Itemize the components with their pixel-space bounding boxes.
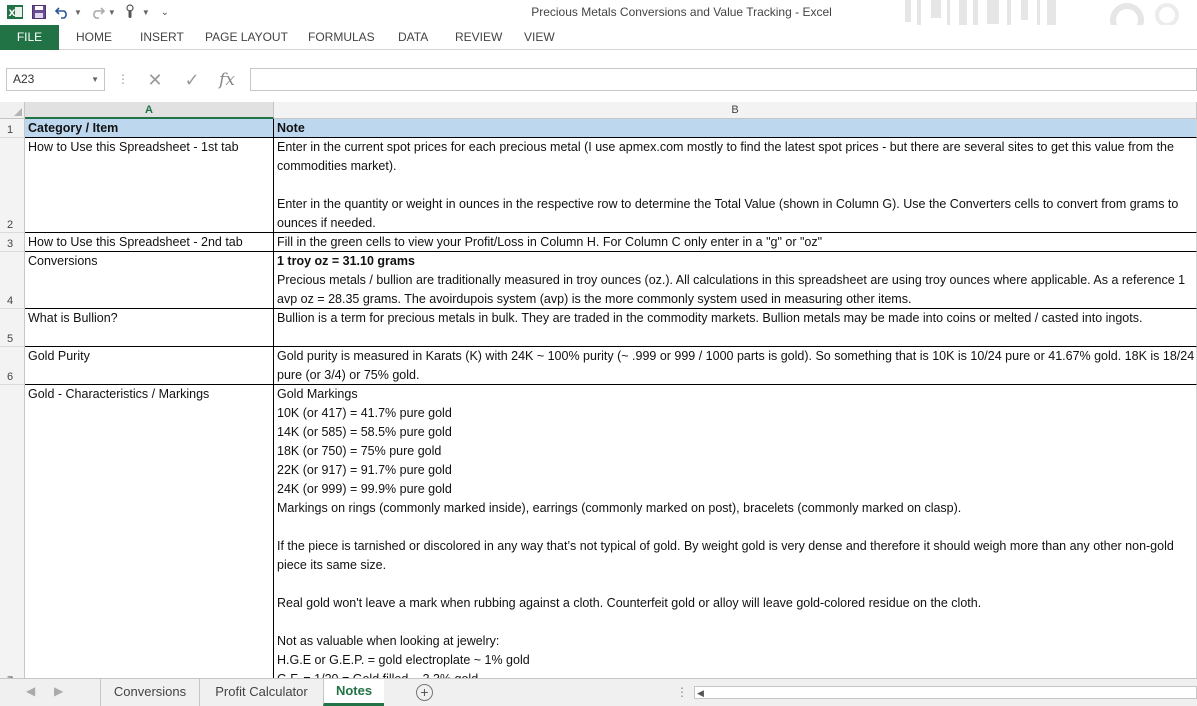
redo-dropdown-icon[interactable]: ▼ bbox=[107, 7, 116, 17]
cancel-entry-icon[interactable]: ✕ bbox=[147, 70, 163, 90]
note-line: piece its same size. bbox=[277, 558, 387, 572]
column-header-b[interactable]: B bbox=[274, 102, 1197, 119]
note-line: Not as valuable when looking at jewelry: bbox=[277, 634, 500, 648]
row-header[interactable]: 3 bbox=[0, 233, 25, 252]
name-box[interactable] bbox=[6, 68, 105, 91]
note-line: 14K (or 585) = 58.5% pure gold bbox=[277, 425, 452, 439]
row-header[interactable]: 6 bbox=[0, 347, 25, 385]
new-sheet-icon[interactable]: + bbox=[416, 684, 433, 701]
tab-review[interactable]: REVIEW bbox=[455, 30, 503, 44]
note-line bbox=[277, 518, 1194, 537]
tab-split-grip-icon[interactable]: ⋮ bbox=[676, 685, 688, 699]
tab-formulas[interactable]: FORMULAS bbox=[308, 30, 375, 44]
name-box-value: A23 bbox=[13, 72, 35, 86]
sheet-tab-bar bbox=[0, 678, 1197, 706]
select-all-corner[interactable] bbox=[0, 102, 25, 119]
cell-b4[interactable] bbox=[274, 252, 1197, 309]
row-header[interactable]: 2 bbox=[0, 138, 25, 233]
insert-function-icon[interactable]: fx bbox=[219, 70, 235, 90]
note-line: pure (or 3/4) or 75% gold. bbox=[277, 368, 420, 382]
note-line bbox=[277, 176, 1194, 195]
scroll-left-icon[interactable]: ◀ bbox=[697, 688, 704, 698]
note-line: If the piece is tarnished or discolored in any way that’s not typical of gold. By weight gold is very dense and therefore it should weigh more than any other non-gold bbox=[277, 539, 1174, 553]
note-line: 18K (or 750) = 75% pure gold bbox=[277, 444, 442, 458]
cell-a4[interactable]: Conversions bbox=[25, 252, 274, 309]
next-sheet-icon[interactable]: ▶ bbox=[54, 684, 64, 698]
note-line: Enter in the current spot prices for each precious metal (I use apmex.com mostly to find the latest spot prices - but there are several sites to get this value from the bbox=[277, 140, 1174, 154]
note-line: commodities market). bbox=[277, 159, 397, 173]
note-line bbox=[277, 613, 1194, 632]
note-line: Fill in the green cells to view your Profit/Loss in Column H. For Column C only enter in a "g" or "oz" bbox=[277, 235, 823, 249]
tab-data[interactable]: DATA bbox=[398, 30, 429, 44]
cell-b7[interactable] bbox=[274, 385, 1197, 689]
note-line: ounces if needed. bbox=[277, 216, 376, 230]
note-line: avp oz = 28.35 grams. The avoirdupois system (avp) is the more commonly system used in measuring other items. bbox=[277, 292, 912, 306]
cell-a6[interactable]: Gold Purity bbox=[25, 347, 274, 385]
note-line: Markings on rings (commonly marked inside), earrings (commonly marked on post), bracelets (commonly marked on clasp). bbox=[277, 501, 962, 515]
note-line: 22K (or 917) = 91.7% pure gold bbox=[277, 463, 452, 477]
note-line: Bullion is a term for precious metals in bulk. They are traded in the commodity markets. Bullion metals may be made into coins or melted / casted into ingots. bbox=[277, 311, 1143, 325]
note-line: H.G.E or G.E.P. = gold electroplate ~ 1% gold bbox=[277, 653, 530, 667]
note-line: Enter in the quantity or weight in ounces in the respective row to determine the Total Value (shown in Column G). Use the Converters cells to convert from grams to bbox=[277, 197, 1179, 211]
spreadsheet-grid bbox=[0, 102, 1197, 678]
row-header[interactable]: 4 bbox=[0, 252, 25, 309]
sheet-tab-conversions[interactable]: Conversions bbox=[100, 679, 199, 706]
sheet-tab-notes[interactable]: Notes bbox=[323, 679, 384, 706]
ribbon-tabs bbox=[0, 25, 1197, 50]
touch-dropdown-icon[interactable]: ▼ bbox=[141, 7, 150, 17]
row-header[interactable] bbox=[0, 385, 25, 689]
previous-sheet-icon[interactable]: ◀ bbox=[26, 684, 36, 698]
formula-bar bbox=[0, 66, 1197, 94]
note-line: Gold purity is measured in Karats (K) with 24K ~ 100% purity (~ .999 or 999 / 1000 parts is gold). So something that is 10K is 10/24 pure or 41.67% gold. 18K is 18/24 bbox=[277, 349, 1195, 363]
note-line: 24K (or 999) = 99.9% pure gold bbox=[277, 482, 452, 496]
title-bar bbox=[0, 0, 1197, 25]
cell-b1[interactable]: Note bbox=[274, 119, 1197, 138]
name-box-dropdown-icon[interactable]: ▼ bbox=[91, 75, 99, 84]
row-header[interactable]: 5 bbox=[0, 309, 25, 347]
note-line-bold: 1 troy oz = 31.10 grams bbox=[277, 254, 415, 268]
formula-bar-grip-icon[interactable]: ⋮ bbox=[117, 72, 129, 86]
note-line: Precious metals / bullion are traditionally measured in troy ounces (oz.). All calculations in this spreadsheet are using troy ounces where applicable. As a reference 1 bbox=[277, 273, 1186, 287]
customize-qat-icon[interactable]: ⌄ bbox=[160, 6, 169, 18]
tab-file[interactable]: FILE bbox=[0, 25, 59, 50]
tab-insert[interactable]: INSERT bbox=[140, 30, 184, 44]
tab-home[interactable]: HOME bbox=[76, 30, 112, 44]
note-line bbox=[277, 575, 1194, 594]
note-line: 10K (or 417) = 41.7% pure gold bbox=[277, 406, 452, 420]
column-header-a[interactable]: A bbox=[25, 102, 274, 119]
cell-b5[interactable] bbox=[274, 309, 1197, 347]
cell-b3[interactable] bbox=[274, 233, 1197, 252]
cell-a2[interactable]: How to Use this Spreadsheet - 1st tab bbox=[25, 138, 274, 233]
svg-text:X: X bbox=[8, 9, 16, 19]
cell-a5[interactable]: What is Bullion? bbox=[25, 309, 274, 347]
cell-b2[interactable] bbox=[274, 138, 1197, 233]
horizontal-scrollbar[interactable] bbox=[694, 686, 1197, 699]
undo-dropdown-icon[interactable]: ▼ bbox=[74, 7, 82, 17]
note-line: Gold Markings bbox=[277, 387, 358, 401]
window-title: Precious Metals Conversions and Value Tracking - Excel bbox=[531, 5, 832, 19]
tab-view[interactable]: VIEW bbox=[524, 30, 555, 44]
row-header[interactable]: 1 bbox=[0, 119, 25, 138]
note-line: Real gold won't leave a mark when rubbing against a cloth. Counterfeit gold or alloy will leave gold-colored residue on the cloth. bbox=[277, 596, 982, 610]
cell-a1[interactable]: Category / Item bbox=[25, 119, 274, 138]
formula-input[interactable] bbox=[250, 68, 1197, 91]
tab-page-layout[interactable]: PAGE LAYOUT bbox=[205, 30, 288, 44]
confirm-entry-icon[interactable]: ✓ bbox=[184, 70, 200, 90]
cell-b6[interactable] bbox=[274, 347, 1197, 385]
cell-a3[interactable]: How to Use this Spreadsheet - 2nd tab bbox=[25, 233, 274, 252]
sheet-tab-profit-calculator[interactable]: Profit Calculator bbox=[199, 679, 323, 706]
cell-a7[interactable]: Gold - Characteristics / Markings bbox=[25, 385, 274, 689]
